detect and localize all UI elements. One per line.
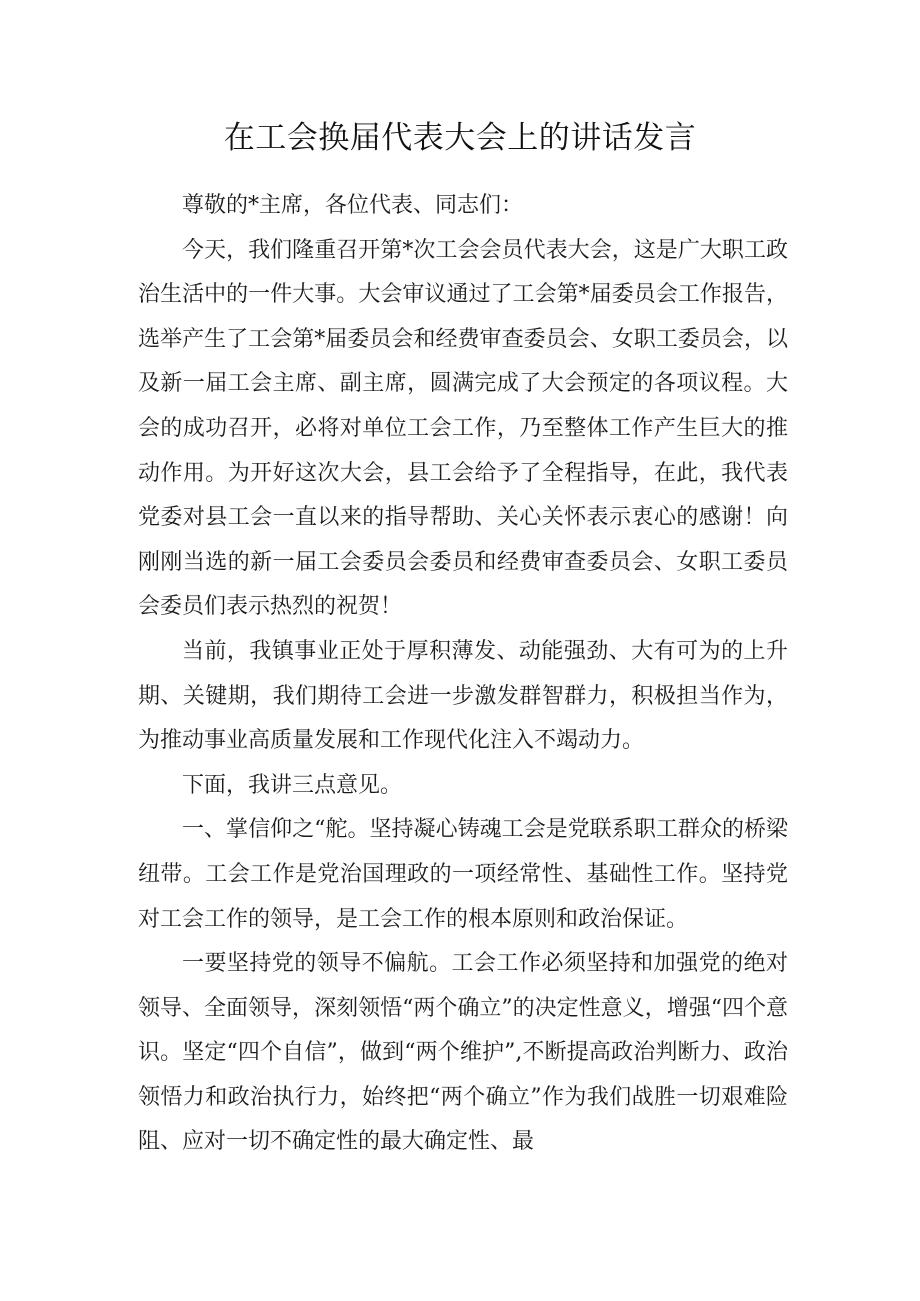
transition-paragraph: 下面，我讲三点意见。	[182, 772, 403, 798]
opening-paragraph: 今天，我们隆重召开第*次工会会员代表大会，这是广大职工政治生活中的一件大事。大会审议通过了工会第*届委员会工作报告，选举产生了工会第*届委员会和经费审查委员会、女职工委员会，以及新一届工会主席、副主席，圆满完成了大会预定的各项议程。大会的成功召开，必将对单位工会工作，乃至整体工作产生巨大的推动作用。为开好这次大会，县工会给予了全程指导，在此，我代表党委对县工会一直以来的指导帮助、关心关怀表示衷心的感谢！向刚刚当选的新一届工会委员会委员和经费审查委员会、女职工委员会委员们表示热烈的祝贺！	[138, 237, 788, 620]
point-one-paragraph: 一要坚持党的领导不偏航。工会工作必须坚持和加强党的绝对领导、全面领导，深刻领悟“两个确立”的决定性意义，增强“四个意识。坚定“四个自信”，做到“两个维护”,不断提高政治判断力、政治领悟力和政治执行力，始终把“两个确立”作为我们战胜一切艰难险阻、应对一切不确定性的最大确定性、最	[138, 951, 788, 1155]
document-body	[138, 184, 788, 1165]
context-paragraph: 当前，我镇事业正处于厚积薄发、动能强劲、大有可为的上升期、关键期，我们期待工会进一步激发群智群力，积极担当作为，为推动事业高质量发展和工作现代化注入不竭动力。	[138, 638, 788, 754]
salutation-paragraph: 尊敬的*主席，各位代表、同志们：	[182, 193, 524, 218]
section-one-paragraph: 一、掌信仰之“舵。坚持凝心铸魂工会是党联系职工群众的桥梁纽带。工会工作是党治国理政的一项经常性、基础性工作。坚持党对工会工作的领导，是工会工作的根本原则和政治保证。	[138, 817, 788, 932]
document-title: 在工会换届代表大会上的讲话发言	[223, 120, 697, 156]
